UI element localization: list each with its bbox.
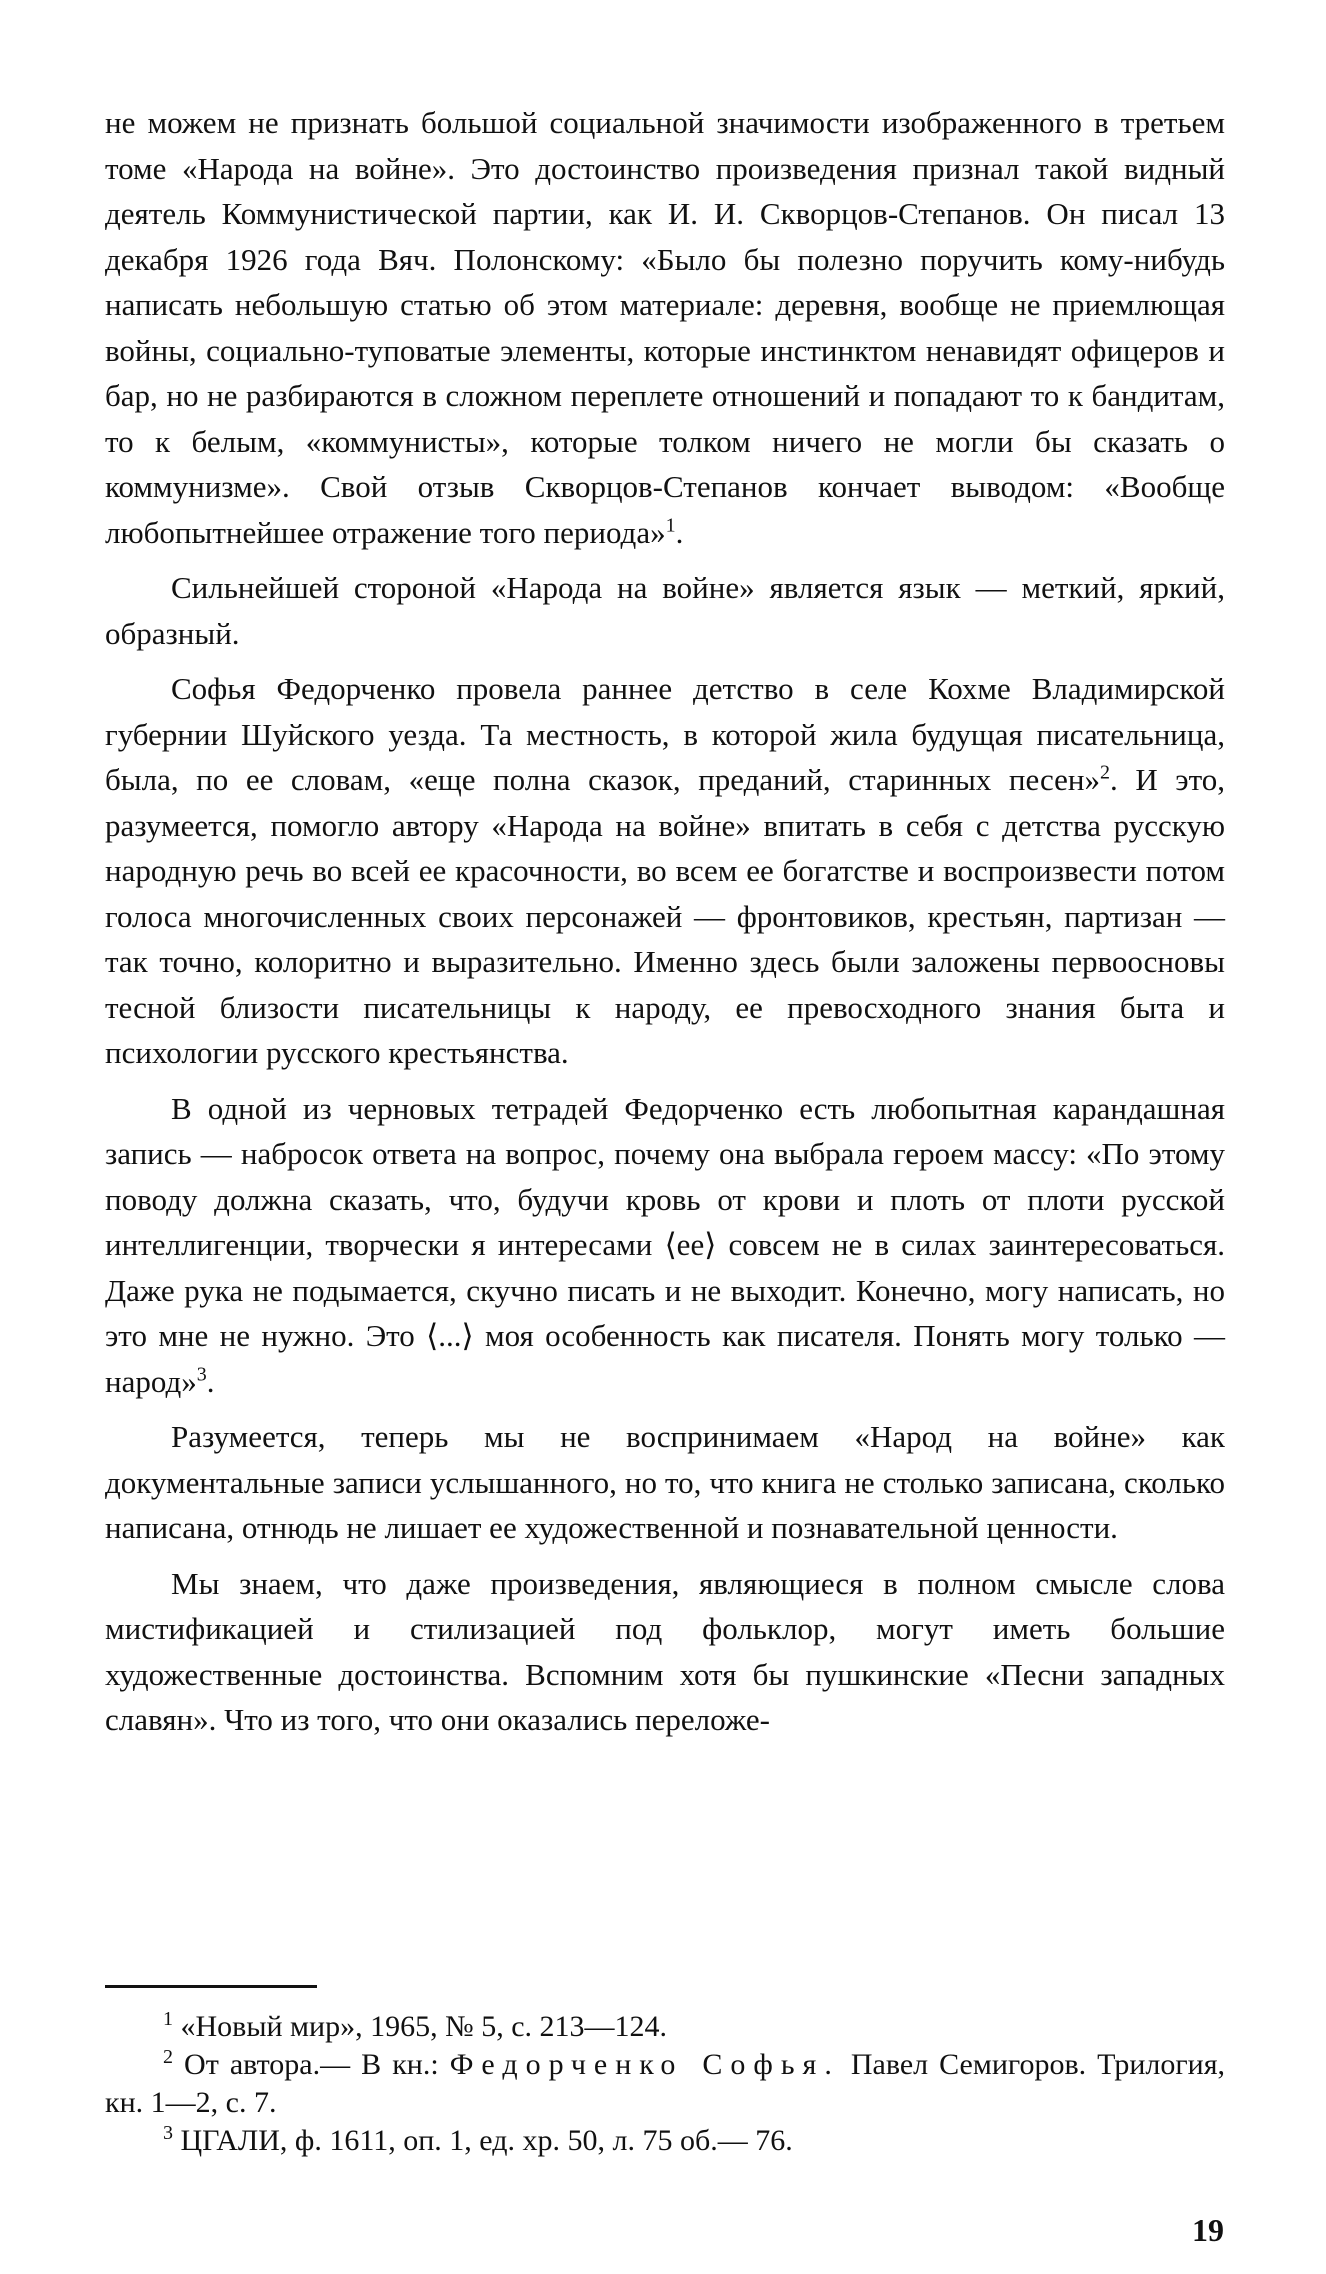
paragraph-1-tail: . [675,514,684,550]
footnote-1 [105,2008,1225,2046]
footnote-2 [105,2046,1225,2122]
paragraph-6 [105,1561,1225,1743]
footnote-2-author: Федорченко Софья. [449,2048,840,2081]
paragraph-3-text-b: . И это, разумеется, помогло автору «Народа на войне» впитать в себя с детства русскую народную речь во всей ее красочности, во всем ее богатстве и воспроизвести потом голоса многочисленных своих персонажей — фронтовиков, крестьян, партизан — так точно, колоритно и выразительно. Именно здесь были заложены первоосновы тесной близости писательницы к народу, ее превосходного знания быта и психологии русского крестьянства. [105,762,1225,1070]
paragraph-1-text: не можем не признать большой социальной значимости изображенного в третьем томе «Народа на войне». Это достоинство произведения признал такой видный деятель Коммунистической партии, как И. И. Скворцов-Степанов. Он писал 13 декабря 1926 года Вяч. Полонскому: «Было бы полезно поручить кому-нибудь написать небольшую статью об этом материале: деревня, вообще не приемлющая войны, социально-туповатые элементы, которые инстинктом ненавидят офицеров и бар, но не разбираются в сложном переплете отношений и попадают то к бандитам, то к белым, «коммунисты», которые толком ничего не могли бы сказать о коммунизме». Свой отзыв Скворцов-Степанов кончает выводом: «Вообще любопытнейшее отражение того периода» [105,105,1225,550]
paragraph-5-text: Разумеется, теперь мы не воспринимаем «Народ на войне» как документальные записи услышанного, но то, что книга не столько записана, сколько написана, отнюдь не лишает ее художественной и познавательной ценности. [105,1419,1225,1545]
paragraph-6-text: Мы знаем, что даже произведения, являющиеся в полном смысле слова мистификацией и стилизацией под фольклор, могут иметь большие художественные достоинства. Вспомним хотя бы пушкинские «Песни западных славян». Что из того, что они оказались переложе- [105,1565,1225,1737]
paragraph-3-text-a: Софья Федорченко провела раннее детство в селе Кохме Владимирской губернии Шуйского уезда. Та местность, в которой жила будущая писательница, была, по ее словам, «еще полна сказок, преданий, старинных песен» [105,671,1225,797]
footnote-mark-3: 3 [163,2122,173,2144]
footnote-3 [105,2122,1225,2160]
paragraph-2-text: Сильнейшей стороной «Народа на войне» является язык — меткий, яркий, образный. [105,570,1225,651]
footnote-2-text-b: Павел Семигоров. Трилогия, кн. 1—2, с. 7. [105,2048,1226,2119]
paragraph-4-tail: . [206,1363,215,1399]
footnote-ref-1[interactable]: 1 [665,514,676,537]
footnote-ref-2[interactable]: 2 [1100,761,1110,784]
paragraph-3 [105,666,1225,1076]
paragraph-4 [105,1086,1225,1405]
page-number: 19 [1192,2212,1224,2248]
footnotes [105,2008,1225,2160]
footnote-3-text: ЦГАЛИ, ф. 1611, оп. 1, ед. хр. 50, л. 75 об.— 76. [173,2124,793,2157]
paragraph-4-text: В одной из черновых тетрадей Федорченко есть любопытная карандашная запись — набросок ответа на вопрос, почему она выбрала героем массу: «По этому поводу должна сказать, что, будучи кровь от крови и плоть от плоти русской интеллигенции, творчески я интересами ⟨ее⟩ совсем не в силах заинтересоваться. Даже рука не подымается, скучно писать и не выходит. Конечно, могу написать, но это мне не нужно. Это ⟨...⟩ моя особенность как писателя. Понять могу только — народ» [105,1090,1225,1399]
footnote-2-text-a: От автора.— В кн.: [173,2048,450,2081]
footnote-ref-3[interactable]: 3 [196,1363,207,1386]
footnote-mark-2: 2 [163,2046,173,2068]
page-body [105,100,1225,1753]
footnote-mark-1: 1 [163,2008,173,2030]
paragraph-2 [105,565,1225,656]
paragraph-5 [105,1414,1225,1551]
paragraph-1 [105,100,1225,555]
footnote-divider [105,1985,317,1988]
footnote-1-text: «Новый мир», 1965, № 5, с. 213—124. [173,2010,668,2043]
